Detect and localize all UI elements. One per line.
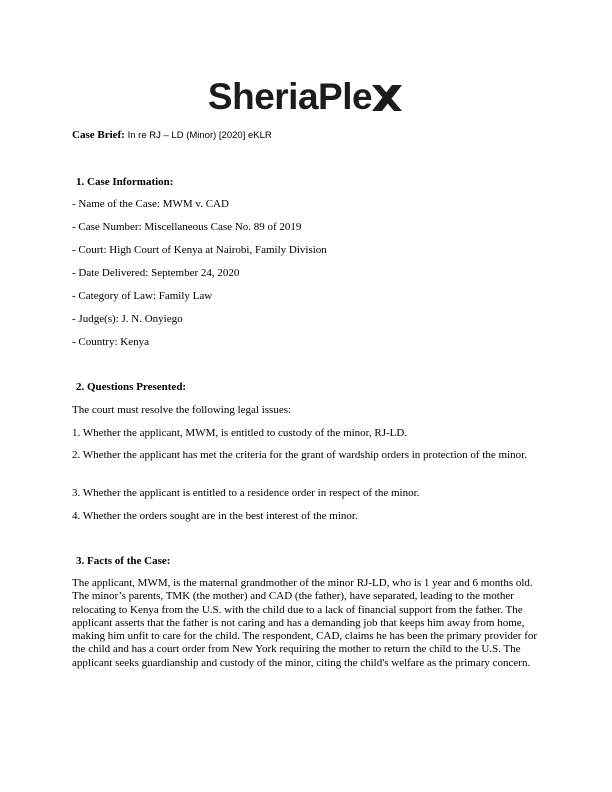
section-heading-questions-presented: 2. Questions Presented: <box>76 381 187 393</box>
question-item: 3. Whether the applicant is entitled to a residence order in respect of the minor. <box>72 487 420 499</box>
question-item: 2. Whether the applicant has met the criteria for the grant of wardship orders in protection of the minor. <box>72 449 527 461</box>
case-info-item: - Category of Law: Family Law <box>72 290 213 302</box>
case-info-item: - Country: Kenya <box>72 336 149 348</box>
logo-x-icon <box>370 81 404 115</box>
facts-paragraph: The applicant, MWM, is the maternal grandmother of the minor RJ-LD, who is 1 year and 6 months old. The minor’s parents, TMK (the mother) and CAD (the father), have separated, leading to the mother relocating to Kenya from the U.S. with the child due to a lack of financial support from the father. The applicant asserts that the father is not caring and has a demanding job that keeps him away from home, making him unfit to care for the child. The respondent, CAD, claims he has been the primary provider for the child and has a court order from New York requiring the mother to return the child to the U.S. The applicant seeks guardianship and custody of the minor, citing the child's welfare as the primary concern. <box>72 577 538 669</box>
case-brief-label: Case Brief: <box>72 129 125 141</box>
question-item: 4. Whether the orders sought are in the best interest of the minor. <box>72 510 358 522</box>
question-item: 1. Whether the applicant, MWM, is entitled to custody of the minor, RJ-LD. <box>72 427 408 439</box>
case-brief-title: In re RJ – LD (Minor) [2020] eKLR <box>127 130 272 141</box>
case-info-item: - Court: High Court of Kenya at Nairobi, Family Division <box>72 244 327 256</box>
section-heading-case-information: 1. Case Information: <box>76 176 174 188</box>
case-info-item: - Judge(s): J. N. Onyiego <box>72 313 183 325</box>
case-brief-line <box>72 129 272 141</box>
case-info-item: - Case Number: Miscellaneous Case No. 89 of 2019 <box>72 221 302 233</box>
case-info-item: - Name of the Case: MWM v. CAD <box>72 198 229 210</box>
sheriaplex-logo <box>0 74 612 118</box>
logo-wordmark: SheriaPle <box>207 75 373 117</box>
section-heading-facts: 3. Facts of the Case: <box>76 555 171 567</box>
case-info-item: - Date Delivered: September 24, 2020 <box>72 267 240 279</box>
questions-intro: The court must resolve the following legal issues: <box>72 404 292 416</box>
